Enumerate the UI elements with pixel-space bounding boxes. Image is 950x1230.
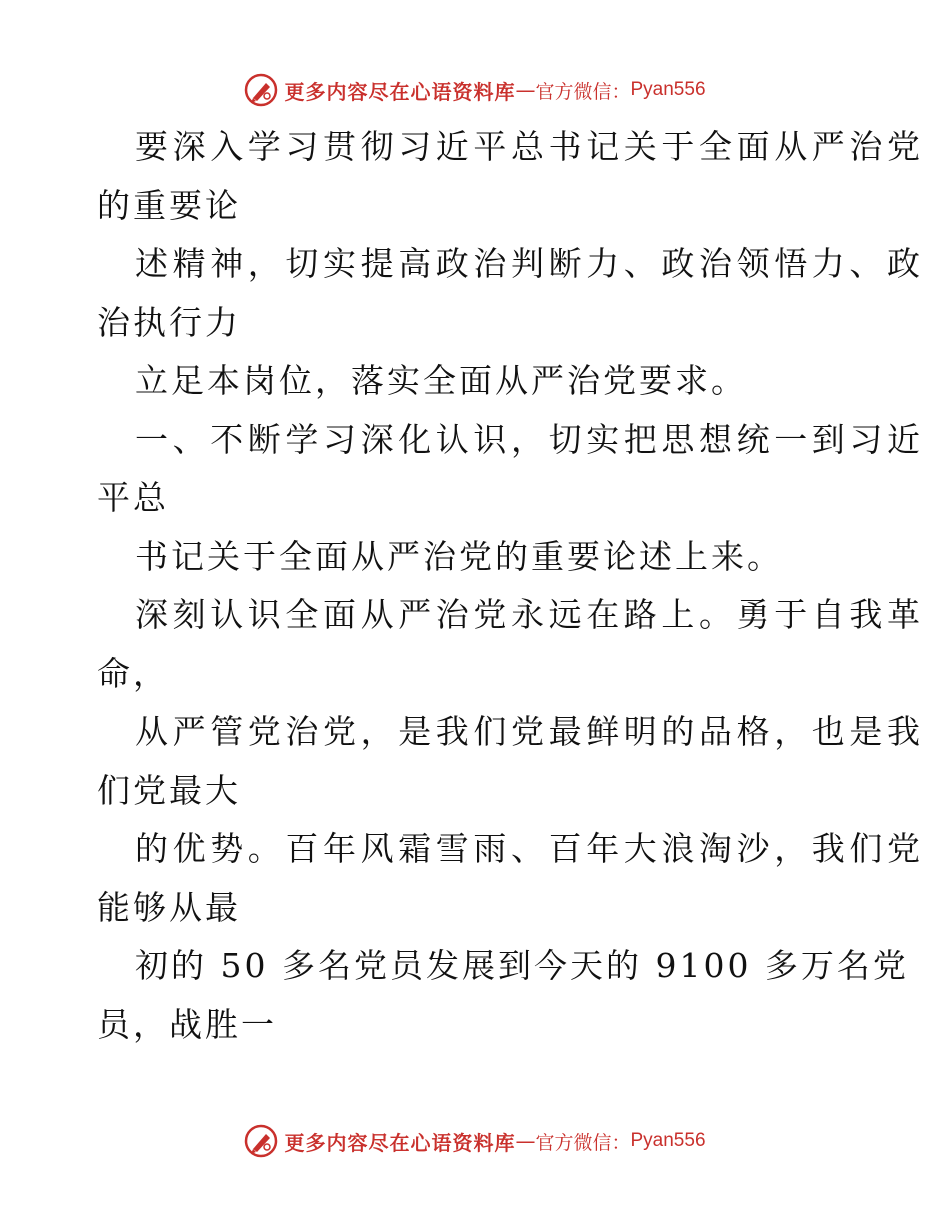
text-line: 立足本岗位，落实全面从严治党要求。 xyxy=(135,361,747,400)
text-line: 员，战胜一 xyxy=(97,1004,277,1044)
text-line: 们党最大 xyxy=(97,770,241,810)
pen-logo-icon xyxy=(244,1124,278,1158)
text-line: 初的 50 多名党员发展到今天的 9100 多万名党 xyxy=(135,946,909,985)
text-line: 书记关于全面从严治党的重要论述上来。 xyxy=(135,536,783,576)
text-line: 能够从最 xyxy=(97,887,241,927)
header-banner xyxy=(0,70,950,110)
text-line: 的重要论 xyxy=(97,185,241,225)
footer-banner xyxy=(0,1121,950,1161)
text-line: 要深入学习贯彻习近平总书记关于全面从严治党 xyxy=(135,127,925,166)
text-line: 平总 xyxy=(97,478,169,517)
text-line: 从严管党治党，是我们党最鲜明的品格，也是我 xyxy=(135,712,925,751)
banner-separator: — xyxy=(515,78,536,102)
document-body xyxy=(97,118,925,1054)
banner-separator: — xyxy=(515,1129,536,1153)
text-line: 一、不断学习深化认识，切实把思想统一到习近 xyxy=(135,419,925,459)
banner-wechat-id: Pyan556 xyxy=(630,79,706,100)
banner-wechat-label: 官方微信： xyxy=(535,1131,631,1154)
pen-logo-icon xyxy=(244,73,278,107)
banner-wechat-id: Pyan556 xyxy=(630,1130,706,1151)
text-line: 治执行力 xyxy=(97,302,241,342)
text-line: 述精神，切实提高政治判断力、政治领悟力、政 xyxy=(135,244,925,283)
text-line: 深刻认识全面从严治党永远在路上。勇于自我革 xyxy=(135,595,925,634)
banner-main-text: 更多内容尽在心语资料库 xyxy=(284,1130,516,1155)
banner-wechat-label: 官方微信： xyxy=(535,80,631,103)
text-line: 的优势。百年风霜雪雨、百年大浪淘沙，我们党 xyxy=(135,829,925,868)
text-line: 命， xyxy=(97,653,169,693)
banner-main-text: 更多内容尽在心语资料库 xyxy=(284,79,516,104)
